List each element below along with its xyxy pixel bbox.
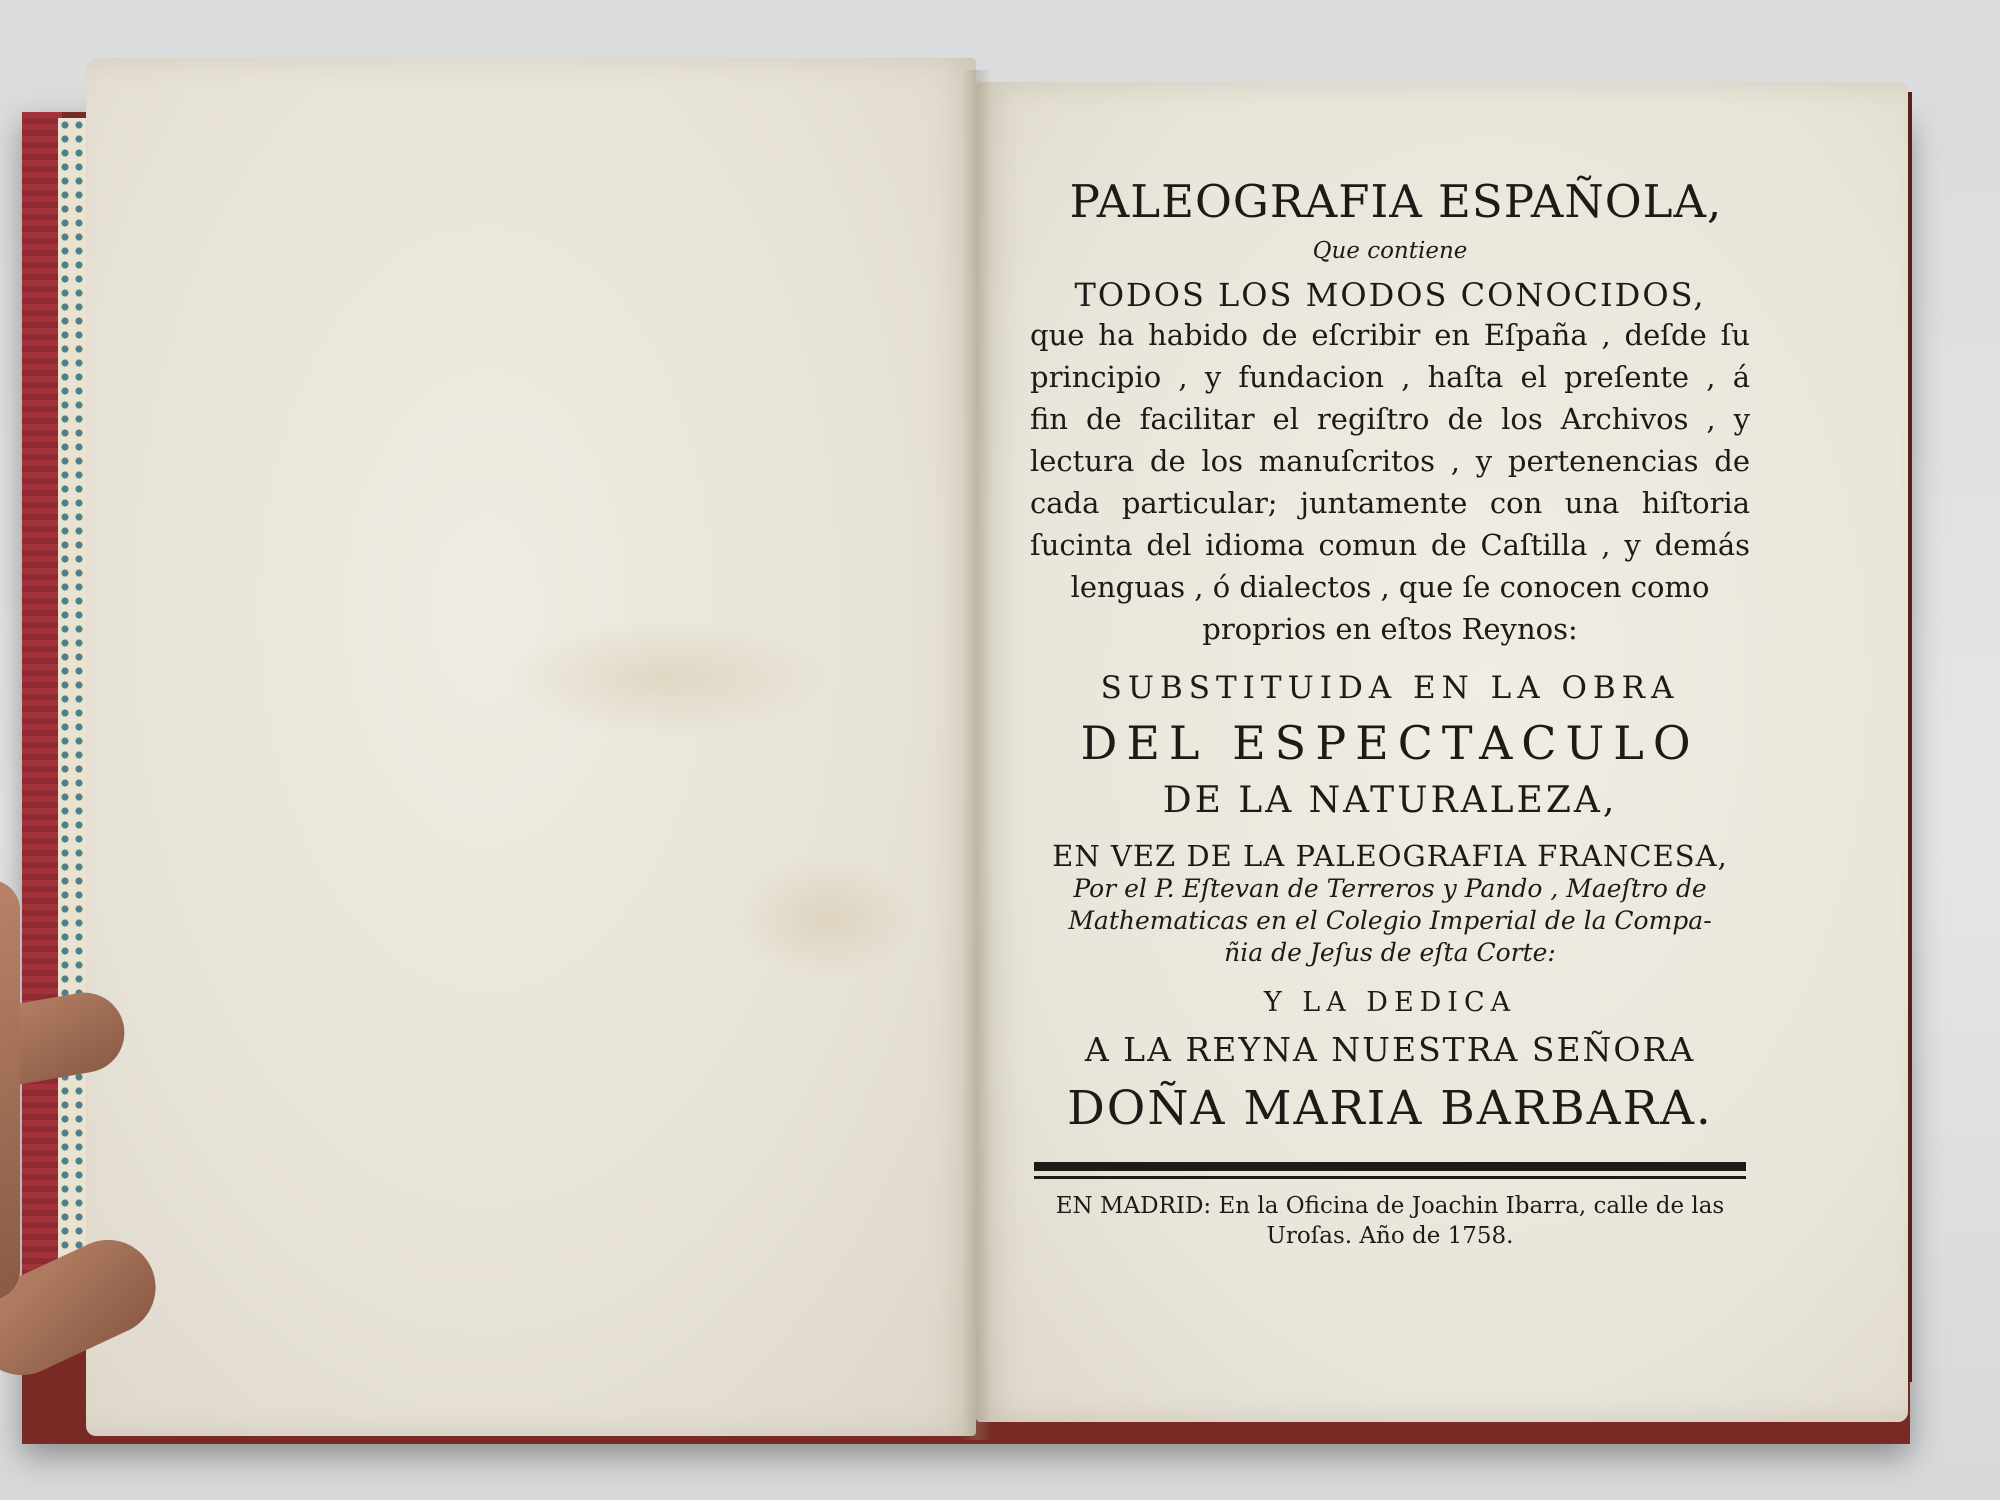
description-line: cada particular; juntamente con una hiſtoria <box>1030 486 1750 520</box>
heading: TODOS LOS MODOS CONOCIDOS, <box>1074 276 1706 314</box>
substituted-line: SUBSTITUIDA EN LA OBRA <box>1100 670 1680 706</box>
imprint-line: Uroſas. Año de 1758. <box>1266 1223 1514 1249</box>
work-subtitle: DE LA NATURALEZA, <box>1162 780 1618 821</box>
author-line: Por el P. Eſtevan de Terreros y Pando , Maeſtro de <box>1073 874 1707 903</box>
dedication-to: A LA REYNA NUESTRA SEÑORA <box>1084 1030 1696 1069</box>
description-line: que ha habido de eſcribir en Eſpaña , deſde ſu <box>1030 318 1750 352</box>
hand <box>0 880 20 1300</box>
page-stain <box>506 618 826 738</box>
left-page-blank <box>86 58 976 1436</box>
instead-of-line: EN VEZ DE LA PALEOGRAFIA FRANCESA, <box>1052 839 1728 873</box>
description-line: lectura de los manuſcritos , y pertenencias de <box>1030 444 1750 478</box>
author-block <box>1030 873 1750 969</box>
description-line: principio , y fundacion , haſta el preſente , á <box>1030 360 1750 394</box>
page-gutter <box>962 70 992 1440</box>
dedicatee: DOÑA MARIA BARBARA. <box>1067 1081 1713 1136</box>
double-rule-thick <box>1034 1162 1746 1171</box>
double-rule-thin <box>1034 1176 1746 1179</box>
subtitle-intro: Que contiene <box>1312 238 1468 264</box>
binding-edge <box>22 112 62 1282</box>
description-block <box>1030 314 1750 650</box>
description-line: fin de facilitar el regiſtro de los Archivos , y <box>1030 402 1750 436</box>
description-line: lenguas , ó dialectos , que ſe conocen como <box>1070 570 1710 604</box>
dedication-intro: Y LA DEDICA <box>1263 987 1517 1018</box>
work-title: DEL ESPECTACULO <box>1080 716 1700 770</box>
imprint-line: EN MADRID: En la Oficina de Joachin Ibarra, calle de las <box>1055 1193 1725 1219</box>
page-stain <box>736 858 916 978</box>
description-line: proprios en eſtos Reynos: <box>1202 612 1578 646</box>
imprint-block <box>1030 1191 1750 1251</box>
author-line: Mathematicas en el Colegio Imperial de la Compa- <box>1068 906 1712 935</box>
author-line: ñia de Jeſus de eſta Corte: <box>1224 938 1556 967</box>
description-line: ſucinta del idioma comun de Caſtilla , y demás <box>1030 528 1750 562</box>
book-title: PALEOGRAFIA ESPAÑOLA, <box>1069 175 1723 228</box>
title-page-text <box>1030 175 1750 1251</box>
